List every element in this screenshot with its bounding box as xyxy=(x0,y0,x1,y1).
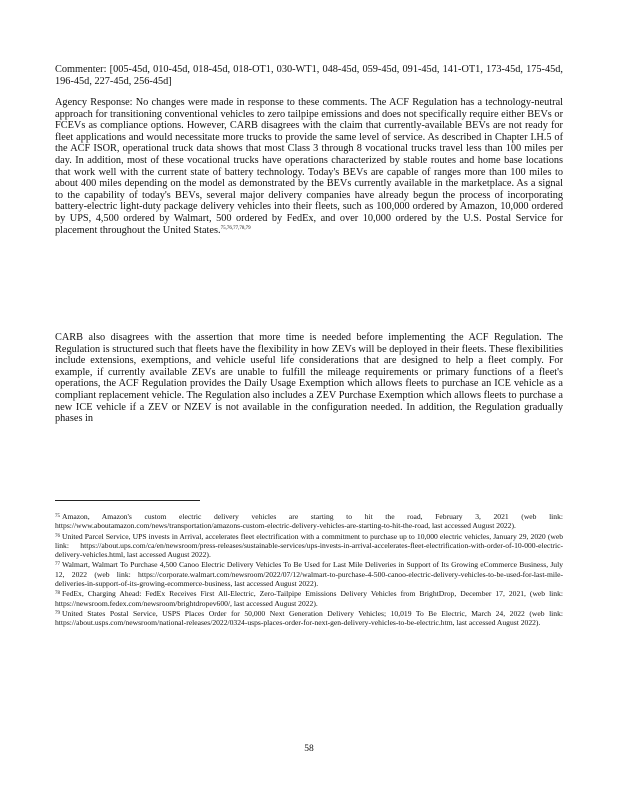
response-paragraph-2: CARB also disagrees with the assertion that more time is needed before implementing the ACF Regulation. The Regulation is structured such that fleets have the flexibility in how ZEVs will be deployed in their fleets. These flexibilities include extensions, exemptions, and vehicle useful life considerations that are designed to help a fleet comply. For example, if currently available ZEVs are unable to fulfill the mileage requirements or primary functions of a fleet's operations, the ACF Regulation provides the Daily Usage Exemption which allows fleets to purchase an ICE vehicle as a compliant replacement vehicle. The Regulation also includes a ZEV Purchase Exemption which allows fleets to purchase a new ICE vehicle if a ZEV or NZEV is not available in the configuration needed. In addition, the Regulation gradually phases in xyxy=(55,332,563,425)
footnote-number: 76 xyxy=(55,533,60,539)
response-paragraph-2-block xyxy=(55,332,563,425)
footnote xyxy=(55,609,563,628)
footnote xyxy=(55,512,563,531)
commenter-ids: [005-45d, 010-45d, 018-45d, 018-OT1, 030-WT1, 048-45d, 059-45d, 091-45d, 141-OT1, 173-45d, 175-45d, 196-45d, 227-45d, 256-45d] xyxy=(55,64,563,87)
footnote-text: Walmart, Walmart To Purchase 4,500 Canoo Electric Delivery Vehicles To Be Used for Last Mile Deliveries in Support of Its Growing eCommerce Business, July 12, 2022 (web link: https://corporate.walmart.com/newsroom/2022/07/12/walmart-to-purchase-4-500-canoo-electric-delivery-vehicles-to-be-used-for-last-mile-deliveries-in-support-of-its-growing-ecommerce-business, last accessed August 2022). xyxy=(55,560,563,589)
agency-response-block xyxy=(55,97,563,236)
footnotes xyxy=(55,512,563,629)
footnote-text: United Parcel Service, UPS invests in Arrival, accelerates fleet electrification with a commitment to purchase up to 10,000 electric vehicles, January 29, 2020 (web link: https://about.ups.com/ca/en/newsroom/press-releases/sustainable-services/ups-invests-in-arrival-accelerates-fleet-electrification-with-order-of-10-000-electric-delivery-vehicles.html, last accessed August 2022). xyxy=(55,531,563,560)
footnote-text: Amazon, Amazon's custom electric delivery vehicles are starting to hit the road, February 3, 2021 (web link: https://www.aboutamazon.com/news/transportation/amazons-custom-electric-delivery-vehicles-are-starting-to-hit-the-road, last accessed August 2022). xyxy=(55,512,563,531)
response-text-1: No changes were made in response to these comments. The ACF Regulation has a technology-neutral approach for transitioning conventional vehicles to zero tailpipe emissions and does not specifically require either BEVs or FCEVs as compliance options. However, CARB disagrees with the claim that currently-available BEVs are not ready for fleet applications and would necessitate more trucks to provide the same level of service. As described in Chapter I.H.5 of the ACF ISOR, operational truck data shows that most Class 3 through 8 vocational trucks travel less than 100 miles per day. In addition, most of these vocational trucks have operations characterized by stable routes and home base locations that work well with the current state of battery technology. Today's BEVs are capable of ranges more than 100 miles to about 400 miles depending on the model as demonstrated by the BEVs currently available in the marketplace. As a signal to the capability of today's BEVs, several major delivery companies have already begun the process of incorporating battery-electric light-duty package delivery vehicles into their fleets, such as 100,000 ordered by Amazon, 10,000 ordered by UPS, 4,500 ordered by Walmart, 500 ordered by FedEx, and over 10,000 ordered by the U.S. Postal Service for placement throughout the United States. xyxy=(55,97,563,236)
response-label: Agency Response: xyxy=(55,97,133,108)
footnote-divider xyxy=(55,500,200,501)
page-number: 58 xyxy=(304,744,314,754)
footnote-number: 79 xyxy=(55,610,60,616)
footnote-number: 75 xyxy=(55,514,60,519)
footnote xyxy=(55,560,563,588)
footnote-references: 75,76,77,78,79 xyxy=(220,225,251,231)
footnote-text: United States Postal Service, USPS Places Order for 50,000 Next Generation Delivery Vehicles; 10,019 To Be Electric, March 24, 2022 (web link: https://about.usps.com/newsroom/national-releases/2022/0324-usps-places-order-for-next-gen-delivery-vehicles-to-be-electric.htm, last accessed August 2022). xyxy=(55,608,563,628)
footnote-number: 78 xyxy=(55,591,60,597)
footnote xyxy=(55,589,563,608)
footnote-text: FedEx, Charging Ahead: FedEx Receives First All-Electric, Zero-Tailpipe Emissions Delivery Vehicles from BrightDrop, December 17, 2021, (web link: https://newsroom.fedex.com/newsroom/brightdropev600/, last accessed August 2022). xyxy=(55,589,563,608)
footnote-number: 77 xyxy=(55,562,60,568)
response-paragraph-1 xyxy=(55,97,563,236)
commenter-block xyxy=(55,64,563,87)
footnote xyxy=(55,532,563,560)
commenter-label: Commenter: xyxy=(55,64,107,75)
